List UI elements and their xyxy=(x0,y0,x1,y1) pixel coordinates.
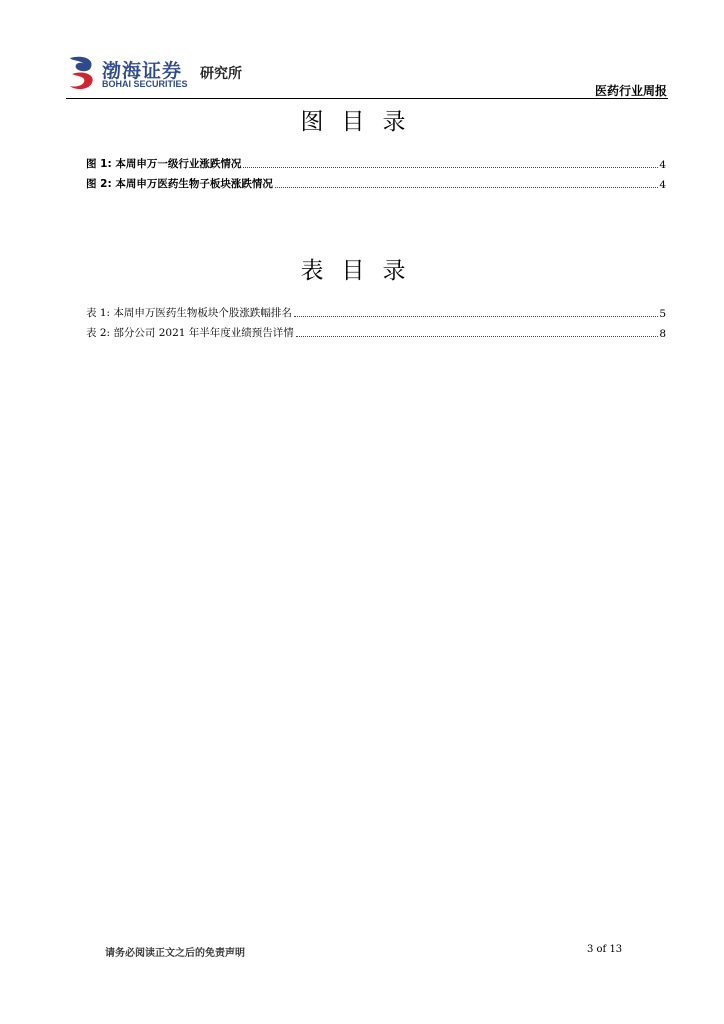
header-logo xyxy=(66,54,266,94)
toc-entry-table-1[interactable] xyxy=(86,304,666,320)
footer-disclaimer: 请务必阅读正文之后的免责声明 xyxy=(105,948,245,959)
toc-leader-dots xyxy=(275,187,658,188)
toc-leader-dots xyxy=(294,316,658,317)
figure-toc-title: 图目录 xyxy=(300,109,424,135)
toc-leader-dots xyxy=(243,167,658,168)
toc-entry-label: 图 2: 本周申万医药生物子板块涨跌情况 xyxy=(86,178,273,190)
toc-entry-figure-2[interactable] xyxy=(86,175,666,191)
brand-name-cn: 渤海证券 xyxy=(102,60,183,82)
toc-entry-page: 4 xyxy=(659,159,666,171)
toc-entry-figure-1[interactable] xyxy=(86,155,666,171)
toc-entry-label: 图 1: 本周申万一级行业涨跌情况 xyxy=(86,158,242,170)
report-type: 医药行业周报 xyxy=(594,84,667,98)
toc-entry-label: 表 2: 部分公司 2021 年半年度业绩预告详情 xyxy=(86,327,294,339)
toc-entry-label: 表 1: 本周申万医药生物板块个股涨跌幅排名 xyxy=(86,307,292,319)
brand-name-en: BOHAI SECURITIES xyxy=(102,79,188,89)
toc-leader-dots xyxy=(296,336,659,337)
table-toc-title: 表目录 xyxy=(300,258,424,284)
toc-entry-table-2[interactable] xyxy=(86,324,666,340)
toc-entry-page: 4 xyxy=(659,179,666,191)
toc-entry-page: 8 xyxy=(659,328,666,340)
page-number: 3 of 13 xyxy=(587,944,623,955)
header-divider xyxy=(66,98,668,99)
bohai-logo-icon xyxy=(66,54,98,92)
brand-department: 研究所 xyxy=(200,66,242,82)
toc-entry-page: 5 xyxy=(659,308,666,320)
